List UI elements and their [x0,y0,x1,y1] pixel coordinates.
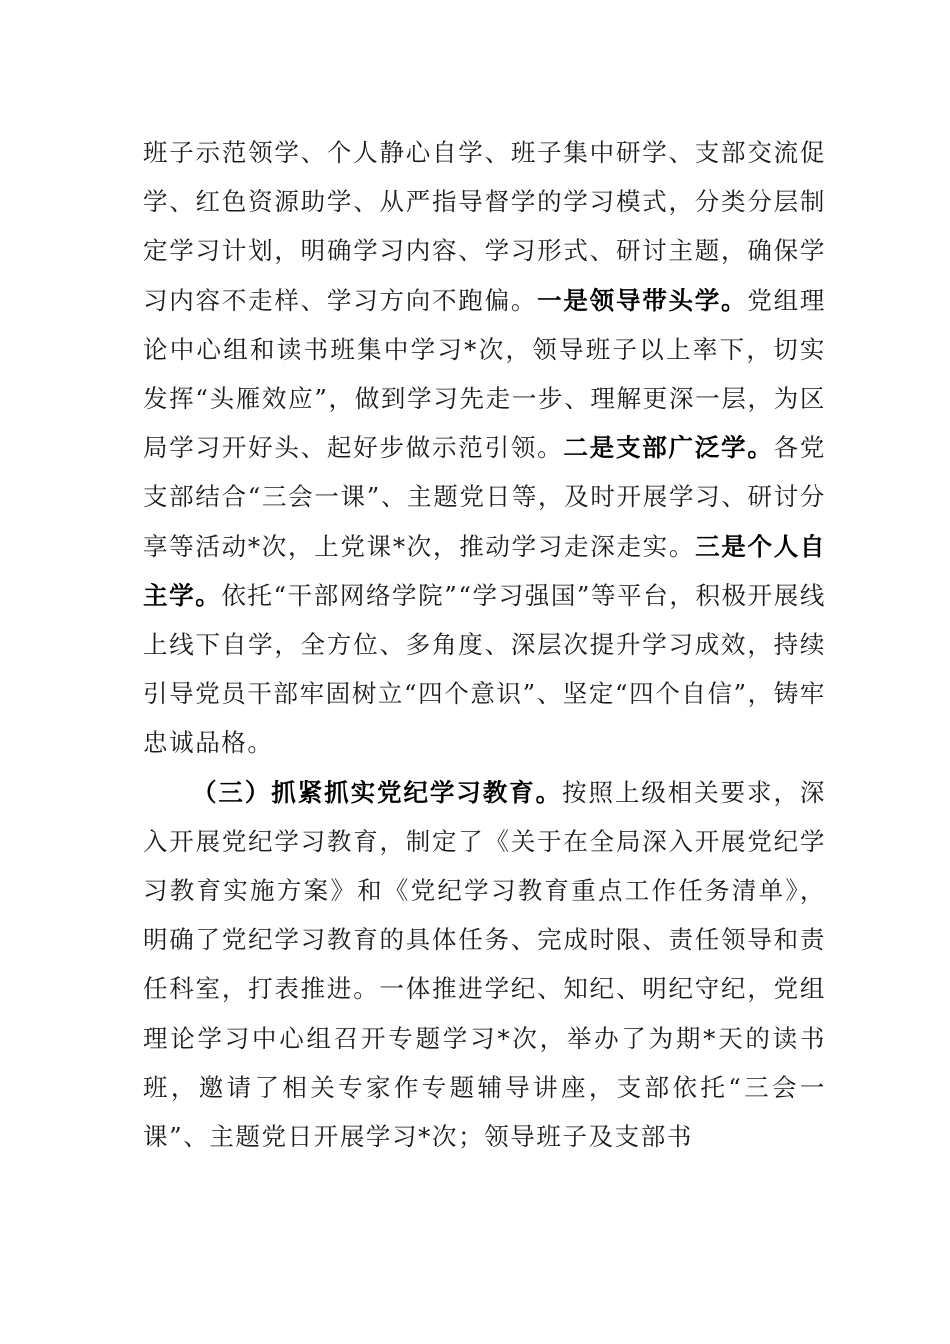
paragraph-discipline-education [143,768,826,1162]
paragraph-text: 党组理论中心组和读书班集中学习*次，领导班子以上率下，切实发挥“头雁效应”，做到学习先走一步、理解更深一层，为区局学习开好头、起好步做示范引领。 [143,285,826,463]
section-heading-discipline: （三）抓紧抓实党纪学习教育。 [192,777,563,807]
paragraph-text: 按照上级相关要求，深入开展党纪学习教育，制定了《关于在全局深入开展党纪学习教育实施方案》和《党纪学习教育重点工作任务清单》，明确了党纪学习教育的具体任务、完成时限、责任领导和责任科室，打表推进。一体推进学纪、知纪、明纪守纪，党组理论学习中心组召开专题学习*次，举办了为期*天的读书班，邀请了相关专家作专题辅导讲座，支部依托“三会一课”、主题党日开展学习*次；领导班子及支部书 [143,777,827,1152]
heading-leader-study: 一是领导带头学。 [537,285,748,315]
paragraph-text: 依托“干部网络学院”“学习强国”等平台，积极开展线上线下自学，全方位、多角度、深层次提升学习成效，持续引导党员干部牢固树立“四个意识”、坚定“四个自信”，铸牢忠诚品格。 [143,580,826,758]
heading-branch-study: 二是支部广泛学。 [563,433,774,463]
paragraph-text: 各党支部结合“三会一课”、主题党日等，及时开展学习、研讨分享等活动*次，上党课*次，推动学习走深走实。 [143,433,826,561]
document-body [143,128,826,1161]
paragraph-study-mode [143,128,826,768]
paragraph-text: 班子示范领学、个人静心自学、班子集中研学、支部交流促学、红色资源助学、从严指导督学的学习模式，分类分层制定学习计划，明确学习内容、学习形式、研讨主题，确保学习内容不走样、学习方向不跑偏。 [143,138,826,315]
heading-self-study: 三是个人自主学。 [143,531,827,610]
